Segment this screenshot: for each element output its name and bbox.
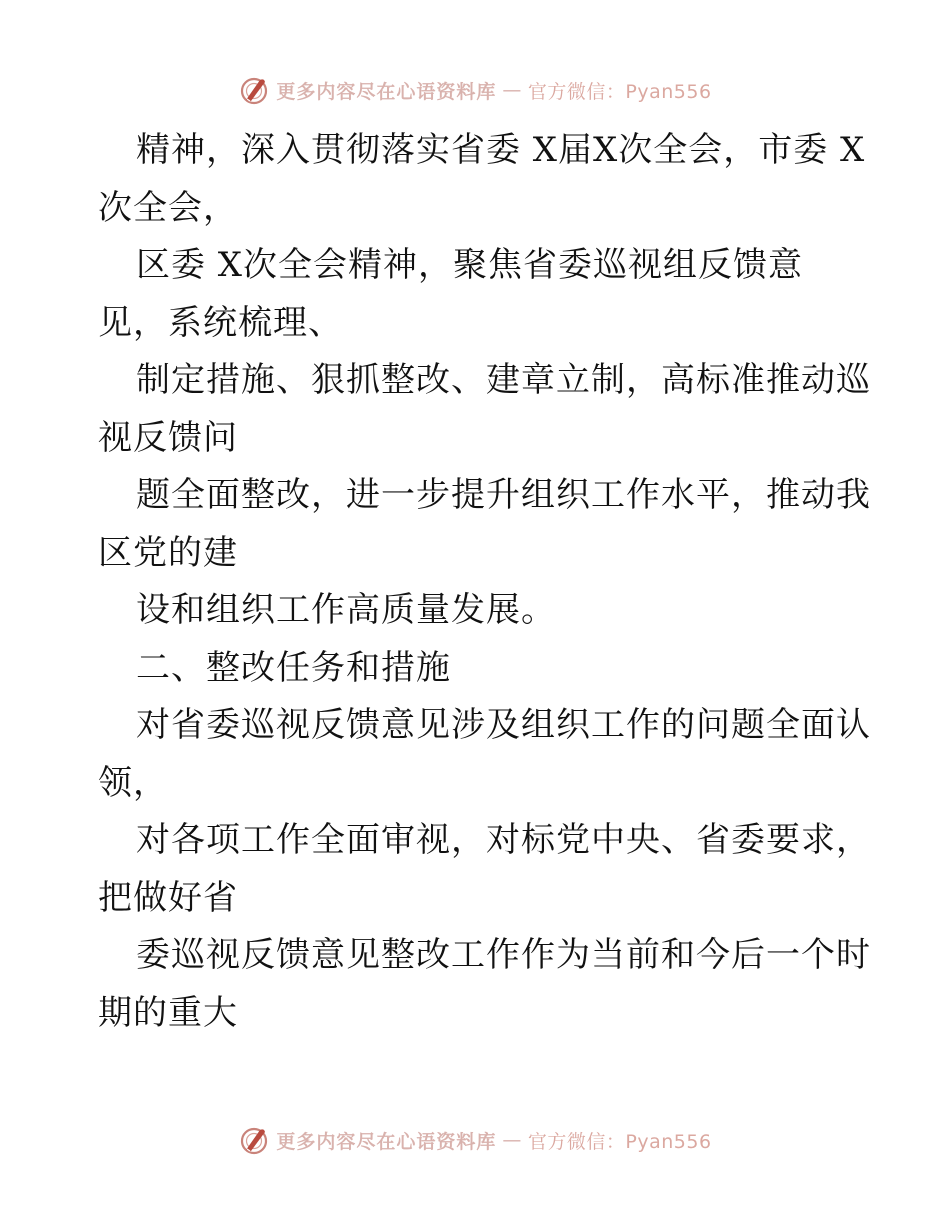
text-line: 设和组织工作高质量发展。 (136, 590, 556, 630)
text-line: 对省委巡视反馈意见涉及组织工作的问题全面认 (136, 705, 871, 745)
section-heading: 二、整改任务和措施 (136, 647, 451, 688)
quill-pen-logo-icon (238, 1124, 270, 1156)
text-line: 制定措施、狠抓整改、建章立制，高标准推动巡 (136, 360, 871, 400)
document-body (98, 122, 871, 1042)
text-line: 期的重大 (98, 992, 238, 1033)
text-line: 委巡视反馈意见整改工作作为当前和今后一个时 (136, 935, 871, 975)
watermark-separator: — (502, 79, 522, 101)
text-line: 题全面整改，进一步提升组织工作水平，推动我 (136, 475, 871, 515)
text-line: 视反馈问 (98, 417, 238, 458)
watermark-wechat-text: 官方微信：Pyan556 (527, 80, 712, 103)
header-watermark (0, 70, 950, 110)
watermark-brand-text: 更多内容尽在心语资料库 (276, 80, 497, 103)
footer-watermark (0, 1120, 950, 1160)
text-line: 区委 X次全会精神，聚焦省委巡视组反馈意 (136, 245, 804, 285)
quill-pen-logo-icon (238, 74, 270, 106)
text-line: 次全会， (98, 187, 238, 228)
text-line: 把做好省 (98, 877, 238, 918)
watermark-wechat-text: 官方微信：Pyan556 (527, 1130, 712, 1153)
text-line: 对各项工作全面审视，对标党中央、省委要求， (136, 820, 871, 860)
watermark-separator: — (502, 1129, 522, 1151)
text-line: 领， (98, 762, 168, 803)
text-line: 见，系统梳理、 (98, 302, 343, 343)
watermark-brand-text: 更多内容尽在心语资料库 (276, 1130, 497, 1153)
text-line: 区党的建 (98, 532, 238, 573)
text-line: 精神，深入贯彻落实省委 X届X次全会，市委 X (136, 130, 866, 170)
